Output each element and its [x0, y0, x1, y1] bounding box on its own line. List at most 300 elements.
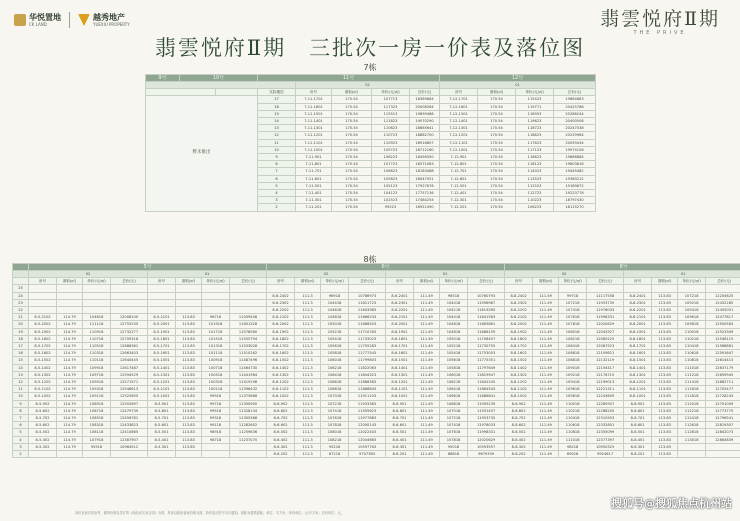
table-cell: 12732277	[111, 328, 148, 335]
table-row	[146, 96, 596, 103]
table-cell: 110018	[559, 400, 587, 407]
building-8-price-table	[12, 263, 740, 458]
table-cell: 104418	[440, 314, 468, 321]
table-cell: 170.54	[332, 182, 372, 189]
table-cell: 10950325	[587, 443, 624, 450]
table-cell: 11819947	[468, 371, 505, 378]
table-cell: 8-5-601	[148, 422, 176, 429]
table-cell: 107218	[678, 292, 706, 299]
table-cell: 99318	[202, 415, 230, 422]
table-cell	[111, 299, 148, 306]
table-cell	[505, 285, 533, 292]
table-cell: 12042927	[587, 328, 624, 335]
floor-cell: 15	[258, 110, 296, 117]
table-cell: 20247038	[554, 125, 596, 132]
table-cell: 8-6-1602	[267, 350, 295, 357]
subunit-header: 01	[624, 271, 740, 278]
table-cell: 170.54	[478, 154, 516, 161]
table-cell: 11998331	[468, 429, 505, 436]
table-cell: 12044663	[349, 436, 386, 443]
table-cell: 106818	[321, 386, 349, 393]
table-row	[13, 314, 740, 321]
table-cell: 96918	[321, 292, 349, 299]
table-cell: 99118	[202, 422, 230, 429]
table-cell: 113.83	[176, 364, 202, 371]
table-cell	[587, 285, 624, 292]
table-cell: 8-8-1701	[624, 343, 652, 350]
table-cell: 7-12-401	[440, 190, 478, 197]
table-cell: 8-6-202	[267, 451, 295, 458]
table-cell: 111.49	[414, 357, 440, 364]
table-cell: 8-6-901	[386, 400, 414, 407]
table-row	[13, 343, 740, 350]
table-cell: 8-8-201	[624, 451, 652, 458]
table-cell: 170.54	[478, 197, 516, 204]
table-cell: 12410865	[111, 429, 148, 436]
floor-cell: 14	[13, 364, 29, 371]
table-cell: 12571571	[111, 379, 148, 386]
floor-cell: 11	[258, 139, 296, 146]
table-cell: 12132119	[587, 357, 624, 364]
table-cell: 114.79	[57, 343, 83, 350]
table-cell: 8-5-1902	[29, 328, 57, 335]
table-cell: 115423	[516, 96, 554, 103]
table-cell: 111.3	[295, 429, 321, 436]
table-cell: 12500583	[706, 321, 740, 328]
table-cell: 8-6-702	[267, 415, 295, 422]
table-row	[13, 393, 740, 400]
table-cell: 12705477	[706, 386, 740, 393]
table-cell: 114.79	[57, 364, 83, 371]
table-cell: 8-8-2302	[505, 299, 533, 306]
floor-cell: 18	[13, 335, 29, 342]
floor-cell: 4	[258, 190, 296, 197]
table-cell: 8-6-2402	[267, 292, 295, 299]
table-cell: 8-8-801	[624, 407, 652, 414]
floor-cell: 9	[13, 400, 29, 407]
table-cell: 8-5-1302	[29, 371, 57, 378]
table-cell: 12355099	[587, 429, 624, 436]
table-cell: 7-11-801	[296, 161, 332, 168]
column-header: 总价(元)	[706, 278, 740, 285]
table-cell	[57, 307, 83, 314]
table-cell: 7-12-1301	[440, 125, 478, 132]
table-cell: 18865641	[410, 125, 440, 132]
table-cell: 11822063	[349, 364, 386, 371]
column-header: 房号	[624, 278, 652, 285]
table-cell: 7-11-401	[296, 190, 332, 197]
table-cell: 99223	[372, 204, 410, 211]
floor-cell: 7	[258, 168, 296, 175]
table-cell: 111.49	[533, 371, 559, 378]
table-cell: 95018	[440, 443, 468, 450]
table-cell: 170.54	[478, 190, 516, 197]
table-row	[13, 436, 740, 443]
floor-cell: 12	[258, 132, 296, 139]
table-cell: 111.3	[295, 364, 321, 371]
table-cell: 20059434	[554, 139, 596, 146]
table-cell: 104418	[321, 299, 349, 306]
table-cell: 8-8-301	[624, 443, 652, 450]
table-cell: 8-6-1601	[386, 350, 414, 357]
table-cell: 113.83	[176, 443, 202, 450]
table-cell: 17927676	[410, 182, 440, 189]
table-cell: 109018	[559, 364, 587, 371]
table-cell: 170.54	[478, 204, 516, 211]
table-cell: 7-12-201	[440, 204, 478, 211]
unit-header: 8号	[505, 264, 740, 271]
building-7-price-table	[145, 74, 596, 212]
table-cell: 11510262	[230, 350, 267, 357]
table-cell: 7-12-601	[440, 175, 478, 182]
table-cell: 12204625	[706, 292, 740, 299]
table-cell: 7-12-901	[440, 154, 478, 161]
table-cell: 111.49	[533, 364, 559, 371]
floor-cell: 5	[13, 429, 29, 436]
table-cell: 107418	[440, 422, 468, 429]
table-cell: 12523349	[706, 328, 740, 335]
table-cell: 12568881	[706, 343, 740, 350]
table-cell: 110718	[83, 335, 111, 342]
table-cell	[176, 307, 202, 314]
table-cell: 18371083	[410, 161, 440, 168]
table-cell: 113.83	[652, 292, 678, 299]
table-cell: 113.83	[652, 451, 678, 458]
table-cell: 8-5-2101	[148, 314, 176, 321]
table-cell: 170.54	[332, 168, 372, 175]
table-cell: 8-8-2301	[624, 299, 652, 306]
not-released-label: 暂未推出	[146, 96, 258, 211]
table-cell: 8-8-1002	[505, 393, 533, 400]
table-cell: 18047051	[410, 175, 440, 182]
column-header: 面积(㎡)	[533, 278, 559, 285]
table-cell: 96718	[202, 314, 230, 321]
table-cell: 110318	[83, 350, 111, 357]
table-cell: 8-5-1501	[148, 357, 176, 364]
table-cell: 19445482	[554, 168, 596, 175]
table-cell	[29, 307, 57, 314]
floor-cell: 19	[13, 328, 29, 335]
table-cell: 113.83	[176, 321, 202, 328]
table-cell: 111.49	[414, 371, 440, 378]
table-cell: 11009408	[230, 314, 267, 321]
table-cell: 11533028	[230, 343, 267, 350]
unit-header: 6号	[267, 264, 505, 271]
table-row	[13, 371, 740, 378]
table-cell: 110923	[372, 139, 410, 146]
floor-cell: 6	[13, 422, 29, 429]
table-cell: 170.54	[332, 154, 372, 161]
table-cell: 8-6-1001	[386, 393, 414, 400]
table-cell	[176, 299, 202, 306]
table-cell: 110418	[559, 415, 587, 422]
table-cell: 8-8-1401	[624, 364, 652, 371]
table-cell: 105018	[321, 321, 349, 328]
table-cell: 8-8-1802	[505, 335, 533, 342]
table-cell: 104618	[321, 307, 349, 314]
table-cell: 20008264	[410, 103, 440, 110]
table-cell: 170.54	[332, 190, 372, 197]
table-cell	[230, 299, 267, 306]
table-cell: 18369864	[410, 96, 440, 103]
table-cell	[230, 292, 267, 299]
table-cell: 99718	[202, 400, 230, 407]
table-cell: 113.83	[176, 357, 202, 364]
table-cell: 11666243	[349, 314, 386, 321]
table-cell: 10593557	[468, 443, 505, 450]
table-cell: 8-8-1801	[624, 335, 652, 342]
table-cell: 20425788	[554, 103, 596, 110]
table-cell: 12751009	[706, 400, 740, 407]
table-cell: 105818	[321, 350, 349, 357]
table-cell: 112218	[678, 407, 706, 414]
subunit-header: 02	[267, 271, 386, 278]
table-cell: 118953	[516, 110, 554, 117]
table-cell: 113.83	[176, 328, 202, 335]
table-cell: 114.79	[57, 379, 83, 386]
table-cell: 116623	[516, 154, 554, 161]
table-cell: 8-8-1102	[505, 386, 533, 393]
table-cell: 11977883	[349, 415, 386, 422]
table-cell: 111.49	[414, 364, 440, 371]
table-cell: 110818	[559, 429, 587, 436]
table-cell: 11464730	[230, 364, 267, 371]
table-cell: 12154417	[587, 364, 624, 371]
table-cell: 111.49	[533, 307, 559, 314]
table-cell: 98718	[202, 436, 230, 443]
table-cell: 8-8-702	[505, 415, 533, 422]
table-cell: 8-5-1201	[148, 379, 176, 386]
table-cell: 113.83	[652, 371, 678, 378]
table-cell: 170.54	[478, 132, 516, 139]
table-cell: 170.54	[332, 96, 372, 103]
table-cell: 7-11-1301	[296, 125, 332, 132]
floor-cell: 11	[13, 386, 29, 393]
table-cell: 8-6-1402	[267, 364, 295, 371]
table-cell: 111.49	[533, 343, 559, 350]
table-cell: 18456350	[410, 154, 440, 161]
table-cell	[57, 285, 83, 292]
table-cell: 12617487	[111, 364, 148, 371]
table-cell: 12686361	[111, 343, 148, 350]
table-cell: 8-5-1202	[29, 379, 57, 386]
table-cell: 12221311	[587, 386, 624, 393]
table-cell: 114.79	[57, 429, 83, 436]
table-cell: 111.49	[414, 335, 440, 342]
table-cell: 114.79	[57, 386, 83, 393]
floor-cell: 3	[258, 197, 296, 204]
table-cell: 8-5-1002	[29, 393, 57, 400]
table-cell: 105418	[321, 335, 349, 342]
table-cell	[29, 299, 57, 306]
table-cell: 113.83	[652, 400, 678, 407]
table-cell: 111618	[678, 386, 706, 393]
table-cell: 114.79	[57, 350, 83, 357]
table-cell: 100318	[202, 379, 230, 386]
table-cell: 7-12-1501	[440, 110, 478, 117]
table-cell: 119623	[516, 118, 554, 125]
table-cell	[230, 307, 267, 314]
table-cell: 8-6-302	[267, 443, 295, 450]
table-cell: 8-6-2001	[386, 321, 414, 328]
yuexiu-logo-icon	[78, 14, 90, 26]
table-cell: 113.83	[652, 436, 678, 443]
column-header: 总价(元)	[468, 278, 505, 285]
table-cell: 104818	[440, 328, 468, 335]
table-cell: 12332801	[587, 422, 624, 429]
table-cell: 109618	[678, 314, 706, 321]
table-cell: 110818	[678, 357, 706, 364]
table-cell: 8-6-1802	[267, 335, 295, 342]
table-cell: 8-6-1702	[267, 343, 295, 350]
table-cell: 8-6-2102	[267, 314, 295, 321]
table-cell: 170.54	[478, 103, 516, 110]
table-cell: 113.83	[176, 386, 202, 393]
table-cell: 8-6-2201	[386, 307, 414, 314]
table-cell: 8-6-2302	[267, 299, 295, 306]
floor-cell: 21	[13, 314, 29, 321]
table-cell: 110218	[559, 407, 587, 414]
table-cell: 114023	[516, 168, 554, 175]
table-cell: 111823	[372, 118, 410, 125]
table-cell: 19189672	[554, 182, 596, 189]
table-row	[13, 307, 740, 314]
table-cell: 111.49	[533, 415, 559, 422]
table-cell: 11797649	[468, 364, 505, 371]
table-cell: 116123	[516, 161, 554, 168]
table-cell: 111.3	[295, 299, 321, 306]
table-cell	[176, 451, 202, 458]
table-cell: 12755235	[111, 321, 148, 328]
table-cell: 12819307	[706, 422, 740, 429]
table-cell: 8-5-1702	[29, 343, 57, 350]
subunit-header: 01	[440, 82, 596, 89]
table-cell: 11641563	[468, 314, 505, 321]
table-cell	[57, 451, 83, 458]
table-cell: 113.83	[652, 407, 678, 414]
table-cell: 11953735	[587, 299, 624, 306]
table-cell: 11888843	[349, 386, 386, 393]
table-cell: 108718	[83, 407, 111, 414]
table-cell: 8-5-901	[148, 400, 176, 407]
logo-divider	[69, 12, 70, 28]
table-cell: 8-5-502	[29, 429, 57, 436]
table-cell: 170.54	[478, 125, 516, 132]
table-cell: 170.54	[332, 103, 372, 110]
table-cell: 111.49	[414, 422, 440, 429]
table-cell	[148, 451, 176, 458]
table-cell: 111.49	[533, 451, 559, 458]
table-cell: 8-6-2202	[267, 307, 295, 314]
table-cell: 8-8-2402	[505, 292, 533, 299]
table-cell: 111.49	[533, 443, 559, 450]
table-cell: 7-11-1101	[296, 139, 332, 146]
table-cell: 113523	[516, 175, 554, 182]
table-cell: 100718	[202, 364, 230, 371]
table-cell: 111.3	[295, 393, 321, 400]
table-cell: 118723	[516, 125, 554, 132]
table-cell: 109518	[83, 379, 111, 386]
table-cell: 170.54	[478, 96, 516, 103]
table-cell: 8-6-801	[386, 407, 414, 414]
table-cell: 11688503	[349, 321, 386, 328]
table-cell: 11844323	[349, 371, 386, 378]
table-cell: 170.54	[332, 197, 372, 204]
table-cell: 110618	[559, 422, 587, 429]
table-cell: 99718	[559, 292, 587, 299]
table-cell: 113.83	[176, 436, 202, 443]
table-cell: 87218	[321, 451, 349, 458]
table-cell: 170.54	[332, 146, 372, 153]
table-cell: 12243609	[587, 393, 624, 400]
table-cell: 113.83	[652, 415, 678, 422]
table-cell: 111.49	[533, 335, 559, 342]
table-cell: 7-11-1501	[296, 110, 332, 117]
logo-ck-land: 华悦置地 CK LAND	[14, 13, 61, 27]
table-cell: 119771	[516, 103, 554, 110]
floor-cell: 17	[13, 343, 29, 350]
table-cell: 8-8-1702	[505, 343, 533, 350]
table-cell: 8-8-2101	[624, 314, 652, 321]
table-cell: 12548613	[111, 386, 148, 393]
table-row	[13, 321, 740, 328]
table-row	[13, 364, 740, 371]
table-cell: 8-8-802	[505, 407, 533, 414]
table-cell: 111118	[83, 321, 111, 328]
table-cell: 12864839	[706, 436, 740, 443]
table-row	[13, 443, 740, 450]
table-row	[13, 299, 740, 306]
table-cell: 8-5-1802	[29, 335, 57, 342]
table-cell: 113.83	[652, 350, 678, 357]
table-cell: 170.54	[478, 175, 516, 182]
table-cell: 111.49	[414, 451, 440, 458]
table-cell: 7-12-1401	[440, 118, 478, 125]
table-cell: 111.49	[414, 307, 440, 314]
watermark: 搜狐号@搜狐焦点杭州站	[611, 497, 732, 510]
table-cell: 12455051	[706, 307, 740, 314]
table-cell: 113.83	[652, 429, 678, 436]
table-cell: 104618	[440, 321, 468, 328]
column-header: 面积(㎡)	[652, 278, 678, 285]
table-cell	[321, 285, 349, 292]
table-cell: 113.83	[176, 400, 202, 407]
table-cell: 111.3	[295, 307, 321, 314]
table-cell: 11419198	[230, 379, 267, 386]
table-cell: 8-6-1202	[267, 379, 295, 386]
table-cell: 105418	[440, 350, 468, 357]
table-cell: 7-11-701	[296, 168, 332, 175]
table-cell: 111.49	[414, 400, 440, 407]
table-cell: 112618	[678, 422, 706, 429]
table-cell: 111.49	[414, 429, 440, 436]
table-cell: 11259836	[230, 429, 267, 436]
table-cell: 18115270	[554, 204, 596, 211]
table-cell	[176, 285, 202, 292]
table-cell: 111418	[678, 379, 706, 386]
table-cell: 8-6-2101	[386, 314, 414, 321]
table-cell: 11955623	[349, 407, 386, 414]
table-cell	[148, 307, 176, 314]
table-cell: 7-11-1601	[296, 103, 332, 110]
table-cell: 113.83	[652, 314, 678, 321]
table-cell: 108918	[83, 400, 111, 407]
table-cell	[202, 443, 230, 450]
table-cell: 8-8-1201	[624, 379, 652, 386]
table-cell: 108018	[321, 429, 349, 436]
table-cell: 113.83	[176, 350, 202, 357]
table-cell: 12796541	[706, 415, 740, 422]
